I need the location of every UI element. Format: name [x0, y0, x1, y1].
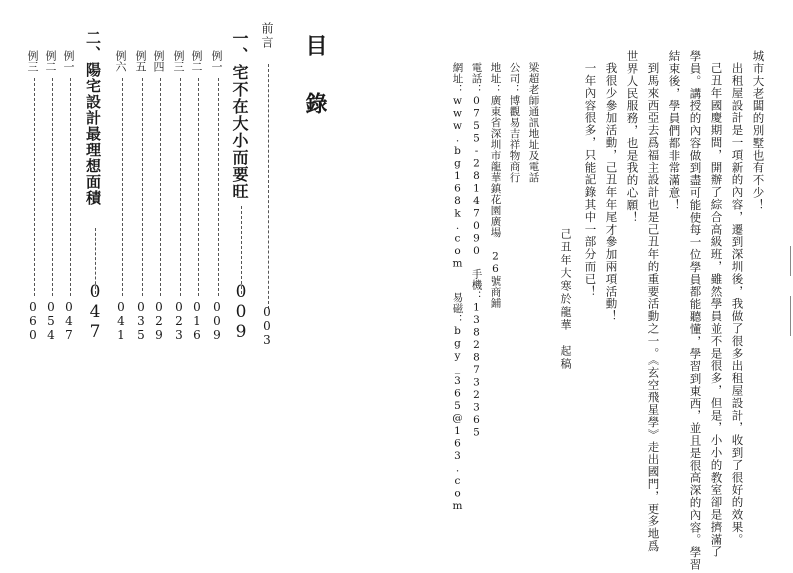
toc-entry-page: 009 — [210, 300, 224, 342]
toc-entry-label: 二、陽宅設計最理想面積 — [84, 30, 102, 206]
toc-entry-label: 前言 — [260, 22, 274, 50]
preface-line: 己丑年國慶期間，開辦了綜合高級班，雖然學員並不是很多，但是，小小的教室卻是擠滿了 — [709, 62, 724, 558]
toc-entry-example[interactable] — [62, 50, 78, 342]
preface-line: 學員。講授的內容做到盡可能使每一位學員都能聽懂，學習到東西，並且是很高深的內容。學習 — [688, 50, 703, 571]
toc-entry-label: 例三 — [172, 50, 185, 72]
toc-entry-example[interactable] — [172, 50, 188, 342]
toc-entry-example[interactable] — [114, 50, 130, 342]
toc-entry-page: 047 — [62, 300, 76, 342]
preface-line: 到馬來西亞去爲福主設計也是己丑年的重要活動之一。《玄空飛星學》走出國門，更多地爲 — [646, 62, 661, 553]
contact-company: 公司：博觀易吉祥物商行 — [508, 62, 521, 183]
scan-edge-mark — [790, 296, 791, 336]
toc-title-first-char: 目 — [302, 34, 328, 56]
toc-entry-label: 例五 — [134, 50, 147, 72]
toc-entry-page: 054 — [44, 300, 58, 342]
preface-line: 出租屋設計是一項新的內容，遷到深圳後，我做了很多出租屋設計，收到了很好的效果。 — [730, 62, 745, 546]
toc-leader-line — [218, 78, 219, 296]
toc-entry-label: 例二 — [190, 50, 203, 72]
toc-entry-page: 035 — [134, 300, 148, 342]
toc-entry-preface[interactable] — [259, 22, 277, 347]
preface-line: 結束後，學員們都非常滿意！ — [667, 50, 682, 212]
toc-leader-line — [268, 64, 269, 309]
toc-leader-line — [180, 78, 181, 296]
toc-entry-chapter-1[interactable] — [230, 30, 252, 342]
toc-entry-page: 003 — [260, 305, 274, 347]
scan-edge-mark — [790, 246, 791, 276]
toc-entry-example[interactable] — [152, 50, 168, 342]
toc-leader-line — [34, 78, 35, 296]
toc-entry-page: 041 — [114, 300, 128, 342]
toc-title-second-char: 錄 — [302, 92, 328, 114]
toc-entry-example[interactable] — [210, 50, 226, 342]
toc-entry-example[interactable] — [44, 50, 60, 342]
preface-signature: 己丑年大寒於龍華 起稿 — [559, 228, 572, 371]
contact-phone: 電話：0755-28147090 手機：13828732365 — [470, 62, 483, 439]
toc-entry-chapter-2[interactable] — [84, 30, 106, 342]
toc-leader-line — [70, 78, 71, 296]
toc-entry-page: 047 — [85, 282, 105, 342]
toc-leader-line — [52, 78, 53, 296]
toc-entry-label: 例二 — [44, 50, 57, 72]
toc-entry-example[interactable] — [26, 50, 42, 342]
toc-entry-label: 例一 — [62, 50, 75, 72]
toc-entry-label: 一、宅不在大小而要旺 — [230, 30, 249, 200]
toc-entry-label: 例三 — [26, 50, 39, 72]
preface-line: 世界人民服務，也是我的心願！ — [625, 50, 640, 224]
toc-leader-line — [142, 78, 143, 296]
toc-leader-line — [241, 206, 242, 294]
toc-entry-label: 例四 — [152, 50, 165, 72]
contact-heading: 梁超老師通訊地址及電話 — [527, 62, 540, 183]
toc-entry-page: 029 — [152, 300, 166, 342]
contact-web: 網址：www.bg168k.com 易磁：bgy_365@163.com — [451, 62, 464, 513]
toc-entry-page: 016 — [190, 300, 204, 342]
toc-entry-label: 例六 — [114, 50, 127, 72]
preface-line: 我很少參加活動，己丑年年尾才參加兩項活動！ — [604, 62, 619, 323]
toc-leader-line — [122, 78, 123, 296]
toc-entry-page: 060 — [26, 300, 40, 342]
toc-leader-line — [160, 78, 161, 296]
preface-line: 城市大老闆的別墅也有不少！ — [751, 50, 766, 212]
preface-line: 一年內容很多，只能記錄其中一部分而已！ — [583, 62, 598, 298]
toc-entry-label: 例一 — [210, 50, 223, 72]
toc-entry-example[interactable] — [134, 50, 150, 342]
toc-leader-line — [198, 78, 199, 296]
toc-entry-example[interactable] — [190, 50, 206, 342]
toc-entry-page: 009 — [231, 282, 251, 342]
contact-address: 地址：廣東省深圳市龍華鎮花園廣場 26號商鋪 — [489, 62, 502, 309]
toc-entry-page: 023 — [172, 300, 186, 342]
